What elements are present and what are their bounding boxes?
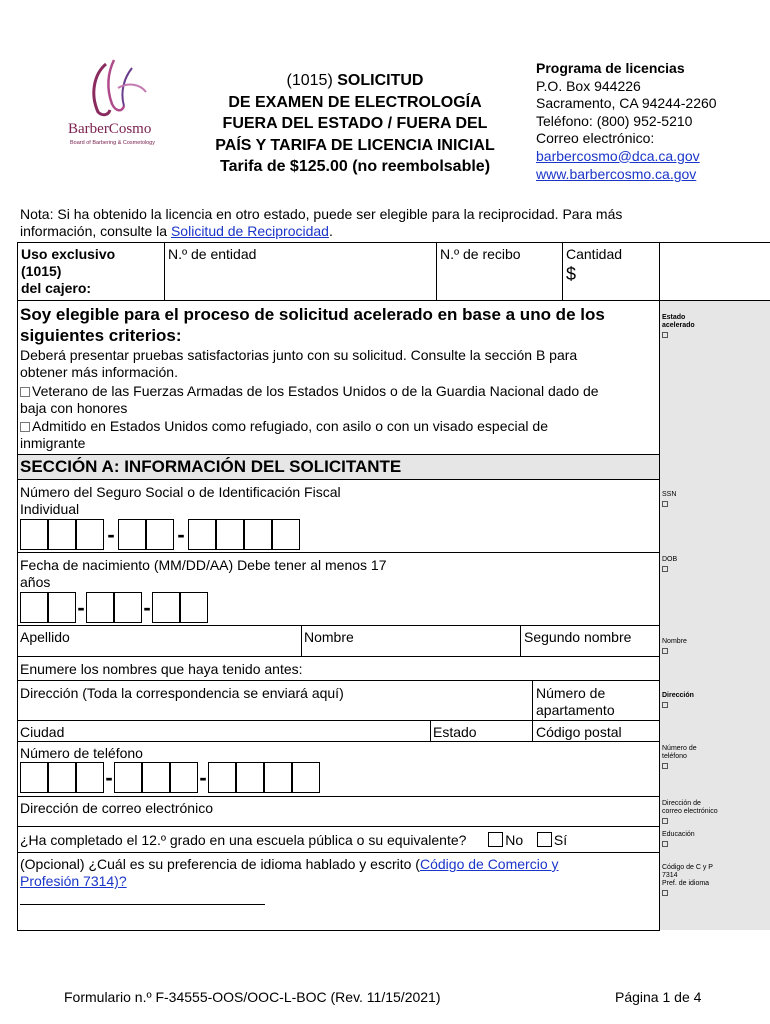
section-a-title: SECCIÓN A: INFORMACIÓN DEL SOLICITANTE bbox=[20, 457, 402, 476]
phone-digit[interactable] bbox=[142, 762, 170, 793]
title-line4: PAÍS Y TARIFA DE LICENCIA INICIAL bbox=[215, 136, 495, 154]
logo-mark-icon bbox=[62, 58, 172, 120]
sidebar-education: Educación bbox=[662, 831, 695, 847]
po-box: P.O. Box 944226 bbox=[536, 77, 641, 94]
logo bbox=[62, 58, 172, 153]
email-field[interactable]: Dirección de correo electrónico bbox=[20, 800, 213, 816]
code-link-cont[interactable]: Profesión 7314)? bbox=[20, 873, 127, 889]
phone-digit[interactable] bbox=[48, 762, 76, 793]
sidebar-address: Dirección bbox=[662, 692, 694, 708]
sidebar-email: Dirección de correo electrónico bbox=[662, 800, 718, 824]
sidebar-checkbox[interactable] bbox=[662, 648, 668, 654]
grade12-no-checkbox[interactable] bbox=[488, 832, 503, 847]
title-line3: FUERA DEL ESTADO / FUERA DEL bbox=[222, 115, 488, 132]
sidebar-checkbox[interactable] bbox=[662, 501, 668, 507]
veteran-checkbox[interactable] bbox=[20, 387, 30, 397]
title-line2: DE EXAMEN DE ELECTROLOGÍA bbox=[228, 93, 482, 111]
title-fee: Tarifa de $125.00 (no reembolsable) bbox=[219, 158, 491, 175]
sidebar-phone: Número de teléfono bbox=[662, 745, 697, 769]
grade12-question: ¿Ha completado el 12.º grado en una escuela pública o su equivalente? No Sí bbox=[20, 832, 568, 848]
logo-name: BarberCosmo bbox=[68, 121, 152, 137]
title-code: (1015) bbox=[286, 72, 333, 89]
sidebar-checkbox[interactable] bbox=[662, 702, 668, 708]
ssn-dash: - bbox=[177, 522, 185, 547]
sidebar-checkbox[interactable] bbox=[662, 763, 668, 769]
ssn-dash: - bbox=[107, 522, 115, 547]
ssn-input[interactable] bbox=[20, 519, 300, 550]
language-preference: (Opcional) ¿Cuál es su preferencia de idioma hablado y escrito (Código de Comercio y Profesión 7314)? bbox=[20, 856, 559, 889]
address-field[interactable]: Dirección (Toda la correspondencia se enviará aquí) bbox=[20, 685, 344, 701]
contact-block bbox=[536, 60, 766, 184]
logo-tagline: Board of Barbering & Cosmetology bbox=[70, 140, 155, 146]
sidebar-checkbox[interactable] bbox=[662, 818, 668, 824]
phone-digit[interactable] bbox=[236, 762, 264, 793]
sidebar-checkbox[interactable] bbox=[662, 566, 668, 572]
code-link[interactable]: Código de Comercio y bbox=[419, 856, 559, 872]
dob-dash: - bbox=[77, 595, 85, 620]
receipt-number-field[interactable]: N.º de recibo bbox=[440, 246, 521, 262]
reciprocity-link[interactable]: Solicitud de Reciprocidad bbox=[170, 223, 329, 239]
grade12-no-label: No bbox=[505, 832, 524, 848]
grade12-yes-label: Sí bbox=[553, 832, 568, 848]
phone-digit[interactable] bbox=[76, 762, 104, 793]
ssn-digit[interactable] bbox=[244, 519, 272, 550]
sidebar-code: Código de C y P 7314 Pref. de idioma bbox=[662, 864, 713, 896]
city-address: Sacramento, CA 94244-2260 bbox=[536, 95, 717, 111]
refugee-option[interactable]: Admitido en Estados Unidos como refugiado, con asilo o con un visado especial de inmigrante bbox=[20, 418, 548, 451]
dob-dash: - bbox=[143, 595, 151, 620]
first-name-field[interactable]: Nombre bbox=[304, 629, 354, 645]
ssn-label: Número del Seguro Social o de Identificación Fiscal Individual bbox=[20, 484, 341, 517]
dob-digit[interactable] bbox=[180, 592, 208, 623]
expedited-description: Deberá presentar pruebas satisfactorias junto con su solicitud. Consulte la sección B para obtener más información. bbox=[20, 347, 578, 380]
city-field[interactable]: Ciudad bbox=[20, 724, 65, 740]
ssn-digit[interactable] bbox=[20, 519, 48, 550]
ssn-digit[interactable] bbox=[76, 519, 104, 550]
phone-label: Número de teléfono bbox=[20, 745, 143, 761]
cashier-label: Uso exclusivo (1015) del cajero: bbox=[21, 246, 116, 296]
amount-field[interactable]: Cantidad bbox=[566, 246, 623, 262]
sidebar-checkbox[interactable] bbox=[662, 332, 668, 338]
ssn-digit[interactable] bbox=[48, 519, 76, 550]
middle-name-field[interactable]: Segundo nombre bbox=[524, 629, 632, 645]
phone-digit[interactable] bbox=[208, 762, 236, 793]
dollar-sign: $ bbox=[566, 264, 577, 284]
phone-input[interactable] bbox=[20, 762, 320, 793]
apartment-field[interactable]: Número de apartamento bbox=[536, 685, 615, 718]
phone-number: Teléfono: (800) 952-5210 bbox=[536, 112, 693, 129]
website-link[interactable]: www.barbercosmo.ca.gov bbox=[536, 166, 697, 182]
sidebar-name: Nombre bbox=[662, 638, 687, 654]
ssn-digit[interactable] bbox=[118, 519, 146, 550]
form-title bbox=[190, 70, 520, 178]
sidebar-checkbox[interactable] bbox=[662, 890, 668, 896]
note-line2: información, consulte la Solicitud de Reciprocidad. bbox=[20, 223, 333, 239]
dob-digit[interactable] bbox=[114, 592, 142, 623]
entity-number-field[interactable]: N.º de entidad bbox=[168, 246, 257, 262]
sidebar-dob: DOB bbox=[662, 556, 677, 572]
email-link[interactable]: barbercosmo@dca.ca.gov bbox=[536, 147, 700, 164]
state-field[interactable]: Estado bbox=[433, 724, 477, 740]
note-line1: Nota: Si ha obtenido la licencia en otro estado, puede ser elegible para la reciprocidad. Para más bbox=[20, 206, 623, 222]
dob-label: Fecha de nacimiento (MM/DD/AA) Debe tener al menos 17 años bbox=[20, 557, 387, 590]
language-answer-line[interactable] bbox=[20, 904, 265, 905]
prior-names-field[interactable]: Enumere los nombres que haya tenido antes: bbox=[20, 661, 303, 677]
veteran-option[interactable]: Veterano de las Fuerzas Armadas de los Estados Unidos o de la Guardia Nacional dado de baja con honores bbox=[20, 383, 599, 416]
phone-digit[interactable] bbox=[114, 762, 142, 793]
ssn-digit[interactable] bbox=[216, 519, 244, 550]
phone-digit[interactable] bbox=[292, 762, 320, 793]
dob-digit[interactable] bbox=[48, 592, 76, 623]
ssn-digit[interactable] bbox=[272, 519, 300, 550]
phone-dash: - bbox=[105, 765, 113, 790]
phone-digit[interactable] bbox=[170, 762, 198, 793]
sidebar-expedited: Estado acelerado bbox=[662, 314, 695, 338]
sidebar-ssn: SSN bbox=[662, 491, 676, 507]
ssn-digit[interactable] bbox=[188, 519, 216, 550]
ssn-digit[interactable] bbox=[146, 519, 174, 550]
expedited-heading: Soy elegible para el proceso de solicitud acelerado en base a uno de los siguientes criterios: bbox=[20, 305, 605, 345]
zip-field[interactable]: Código postal bbox=[536, 724, 622, 740]
dob-digit[interactable] bbox=[152, 592, 180, 623]
sidebar-checkbox[interactable] bbox=[662, 841, 668, 847]
dob-input[interactable] bbox=[20, 592, 208, 623]
program-name: Programa de licencias bbox=[536, 60, 685, 76]
grade12-yes-checkbox[interactable] bbox=[537, 832, 552, 847]
refugee-checkbox[interactable] bbox=[20, 422, 30, 432]
email-label: Correo electrónico: bbox=[536, 130, 655, 146]
last-name-field[interactable]: Apellido bbox=[20, 629, 70, 645]
dob-digit[interactable] bbox=[20, 592, 48, 623]
phone-digit[interactable] bbox=[20, 762, 48, 793]
title-word: SOLICITUD bbox=[337, 72, 424, 89]
phone-dash: - bbox=[199, 765, 207, 790]
phone-digit[interactable] bbox=[264, 762, 292, 793]
page-number: Página 1 de 4 bbox=[615, 989, 702, 1005]
form-number: Formulario n.º F-34555-OOS/OOC-L-BOC (Rev. 11/15/2021) bbox=[64, 989, 441, 1005]
dob-digit[interactable] bbox=[86, 592, 114, 623]
reciprocity-note bbox=[20, 206, 770, 240]
